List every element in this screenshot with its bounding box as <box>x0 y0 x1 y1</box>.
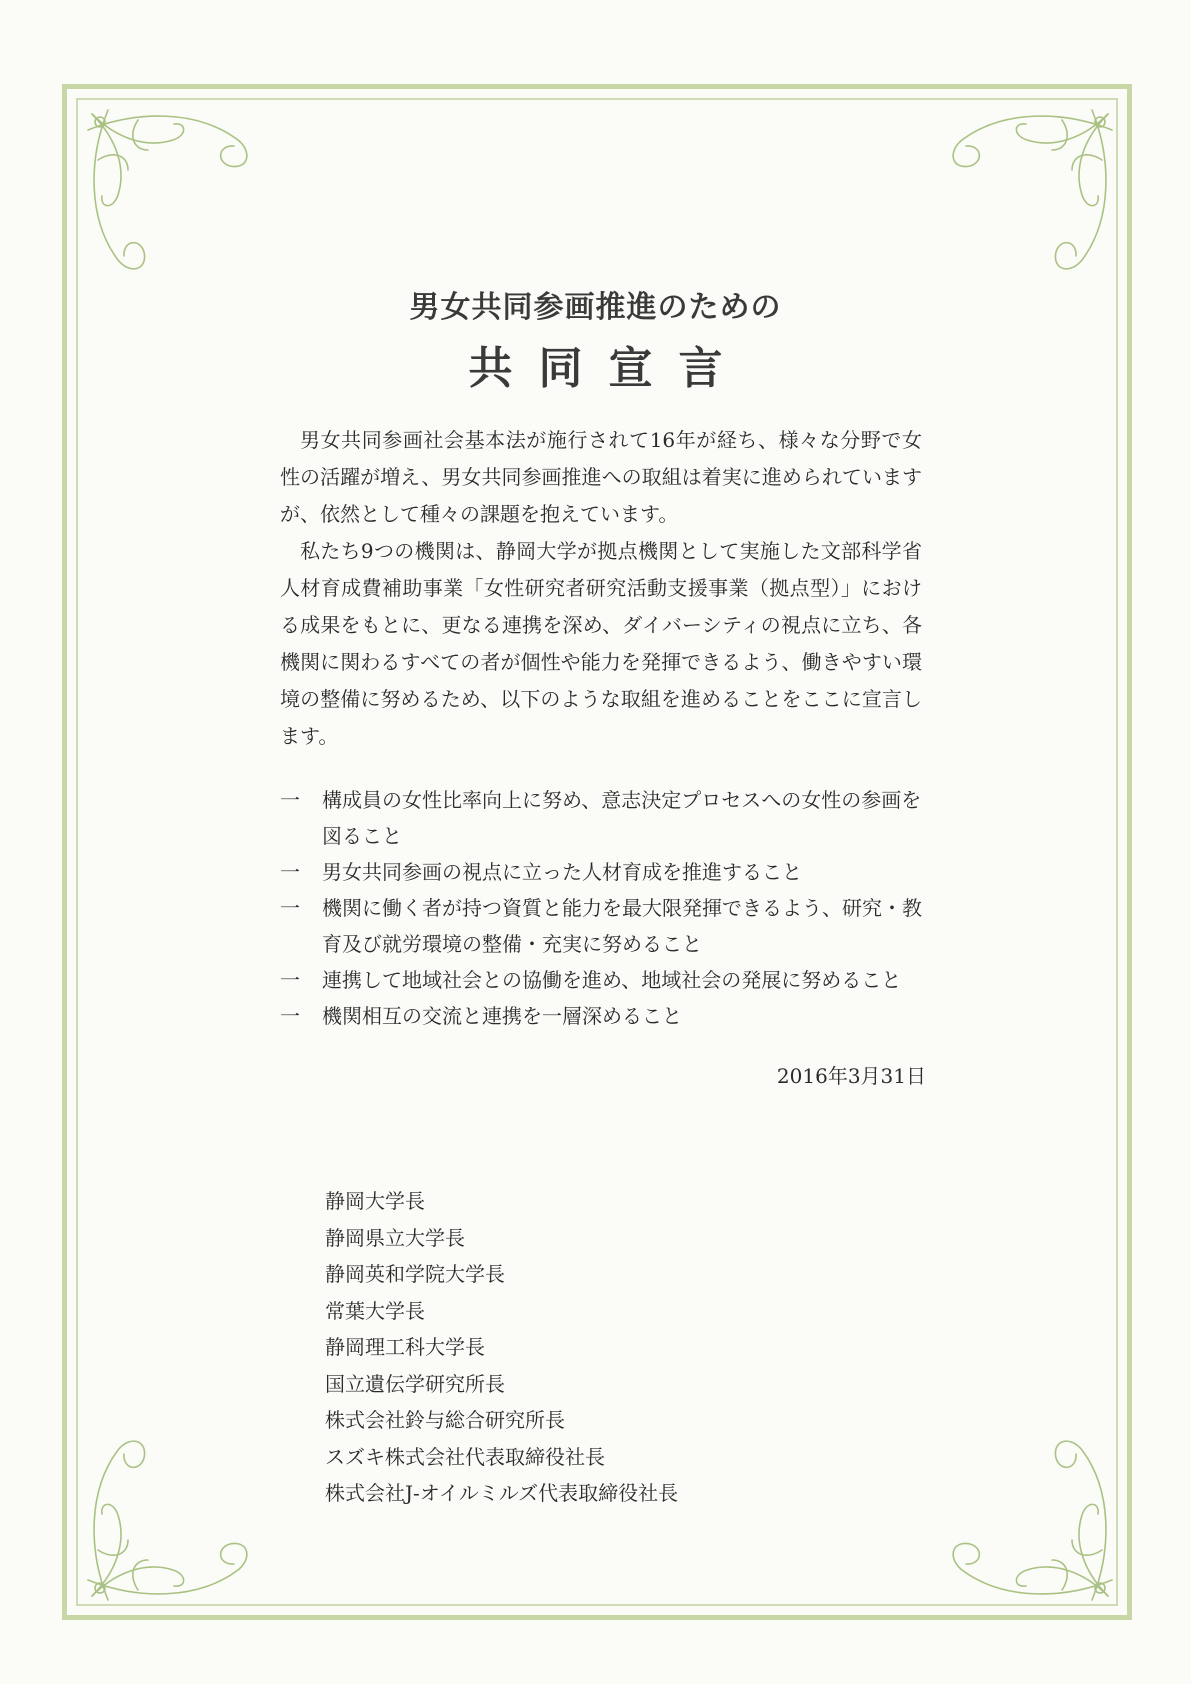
signatory: 株式会社鈴与総合研究所長 <box>325 1408 565 1432</box>
signatory-list <box>325 1183 678 1512</box>
pledge-text: 男女共同参画の視点に立った人材育成を推進すること <box>322 860 802 884</box>
signatory: 静岡大学長 <box>325 1189 425 1213</box>
corner-ornament-bottom-left <box>78 1410 278 1610</box>
declaration-date: 2016年3月31日 <box>776 1064 926 1088</box>
corner-ornament-bottom-right <box>922 1410 1122 1610</box>
pledge-item <box>280 962 930 998</box>
pledge-marker: 一 <box>280 968 300 992</box>
paragraph-2: 私たち9つの機関は、静岡大学が拠点機関として実施した文部科学省人材育成費補助事業「女性研究者研究活動支援事業（拠点型）」における成果をもとに、更なる連携を深め、ダイバーシティの視点に立ち、各機関に関わるすべての者が個性や能力を発揮できるよう、働きやすい環境の整備に努めるため、以下のような取組を進めることをここに宣言します。 <box>280 539 922 748</box>
pledge-item <box>280 890 930 962</box>
pledge-text: 連携して地域社会との協働を進め、地域社会の発展に努めること <box>322 968 902 992</box>
pledge-marker: 一 <box>280 896 300 920</box>
declaration-body <box>280 422 922 755</box>
pledge-marker: 一 <box>280 788 300 812</box>
signatory: 常葉大学長 <box>325 1298 425 1323</box>
pledge-marker: 一 <box>280 860 300 884</box>
corner-ornament-top-left <box>78 100 278 300</box>
title-line-1: 男女共同参画推進のための <box>409 290 782 325</box>
pledge-marker: 一 <box>280 1004 300 1028</box>
signatory: 静岡県立大学長 <box>325 1225 465 1250</box>
pledge-item <box>280 782 930 854</box>
paragraph-1: 男女共同参画社会基本法が施行されて16年が経ち、様々な分野で女性の活躍が増え、男女共同参画推進への取組は着実に進められていますが、依然として種々の課題を抱えています。 <box>280 428 922 526</box>
pledge-text: 機関に働く者が持つ資質と能力を最大限発揮できるよう、研究・教育及び就労環境の整備・充実に努めること <box>322 896 922 956</box>
signatory: 静岡英和学院大学長 <box>325 1262 505 1286</box>
corner-ornament-top-right <box>922 100 1122 300</box>
signatory: 株式会社J-オイルミルズ代表取締役社長 <box>325 1481 679 1505</box>
pledge-item <box>280 998 930 1034</box>
pledge-text: 機関相互の交流と連携を一層深めること <box>322 1004 682 1028</box>
signatory: 国立遺伝学研究所長 <box>325 1371 505 1396</box>
pledge-list <box>280 782 930 1034</box>
signatory: 静岡理工科大学長 <box>325 1335 485 1359</box>
title-line-2: 共同宣言 <box>468 343 749 394</box>
pledge-item <box>280 854 930 890</box>
signatory: スズキ株式会社代表取締役社長 <box>325 1444 605 1469</box>
pledge-text: 構成員の女性比率向上に努め、意志決定プロセスへの女性の参画を図ること <box>322 788 922 848</box>
